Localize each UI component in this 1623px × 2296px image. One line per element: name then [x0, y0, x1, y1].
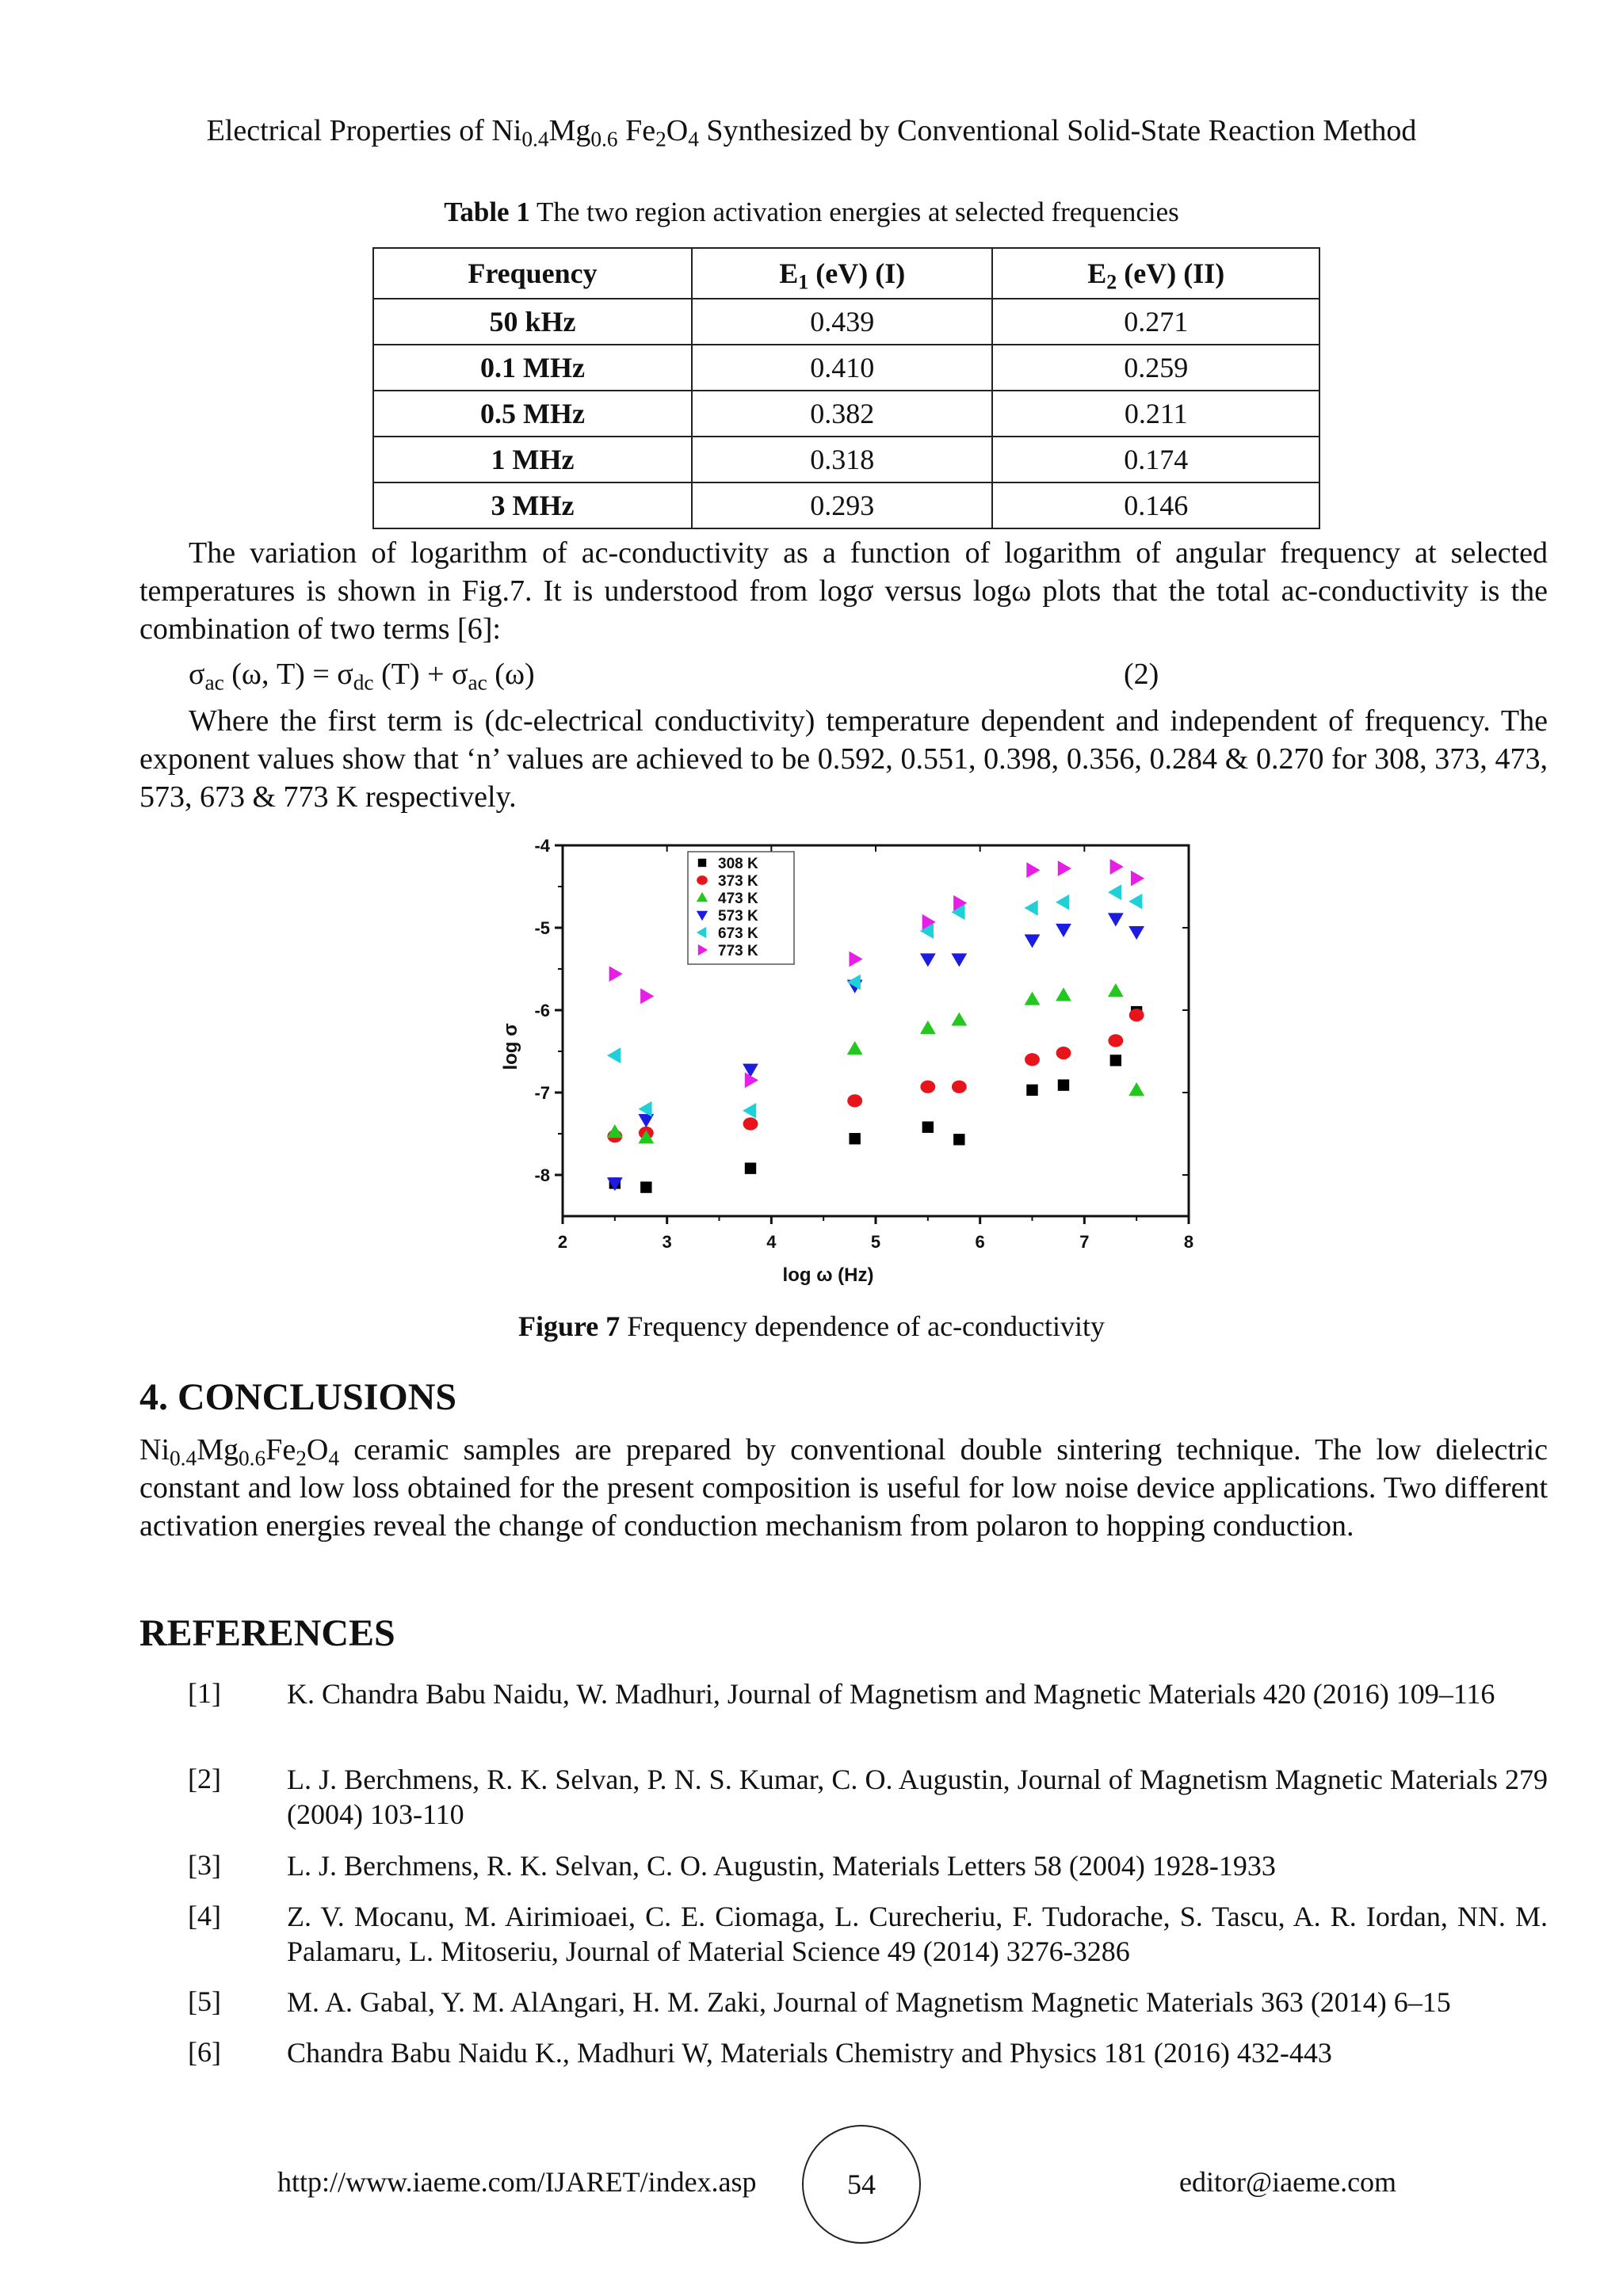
- legend-label: 573 K: [718, 908, 758, 925]
- cell-frequency: 0.1 MHz: [373, 345, 692, 391]
- reference-number: [3]: [188, 1849, 221, 1881]
- legend-label: 773 K: [718, 943, 758, 959]
- legend-label: 373 K: [718, 873, 758, 890]
- data-point-573k: [1025, 934, 1041, 948]
- data-point-308k: [849, 1133, 860, 1144]
- footer-email-link[interactable]: editor@iaeme.com: [1179, 2166, 1397, 2198]
- x-tick-label: 2: [557, 1232, 568, 1252]
- table-row: [373, 345, 1319, 391]
- equation-number: (2): [1124, 658, 1159, 691]
- cell-e1: 0.293: [692, 482, 992, 528]
- data-point-473k: [951, 1013, 967, 1026]
- cell-e1: 0.382: [692, 391, 992, 437]
- data-point-773k: [1131, 871, 1144, 887]
- legend-label: 308 K: [718, 856, 758, 872]
- cell-e2: 0.146: [992, 482, 1319, 528]
- footer-url-link[interactable]: http://www.iaeme.com/IJARET/index.asp: [277, 2166, 757, 2198]
- table-header-row: [373, 248, 1319, 299]
- cell-frequency: 50 kHz: [373, 299, 692, 345]
- legend-label: 473 K: [718, 891, 758, 907]
- col-frequency: Frequency: [373, 248, 692, 299]
- y-tick-label: -8: [534, 1165, 550, 1185]
- col-e2: $E_2$ (eV) (II): [992, 248, 1319, 299]
- reference-number: [6]: [188, 2036, 221, 2068]
- data-point-773k: [640, 988, 654, 1004]
- legend-marker: [698, 859, 706, 867]
- y-axis-label: log σ: [500, 1023, 521, 1070]
- reference-entry: K. Chandra Babu Naidu, W. Madhuri, Journal of Magnetism and Magnetic Materials 420 (2016) 109–116: [287, 1678, 1495, 1710]
- y-tick-label: -4: [534, 836, 550, 856]
- x-tick-label: 7: [1079, 1232, 1090, 1252]
- table-caption: Table 1 The two region activation energies at selected frequencies: [444, 196, 1179, 227]
- legend-marker: [697, 875, 708, 885]
- y-tick-label: -6: [534, 1001, 550, 1020]
- data-point-373k: [952, 1081, 967, 1093]
- references-heading: REFERENCES: [139, 1612, 395, 1654]
- data-point-773k: [849, 952, 862, 967]
- data-point-473k: [920, 1020, 936, 1034]
- table-row: [373, 391, 1319, 437]
- data-point-308k: [640, 1181, 651, 1192]
- cell-frequency: 3 MHz: [373, 482, 692, 528]
- table-row: [373, 482, 1319, 528]
- data-point-373k: [847, 1094, 862, 1107]
- data-point-373k: [1108, 1034, 1123, 1047]
- cell-e1: 0.439: [692, 299, 992, 345]
- cell-e2: 0.211: [992, 391, 1319, 437]
- data-point-773k: [1110, 859, 1124, 875]
- y-tick-label: -7: [534, 1083, 550, 1103]
- reference-number: [1]: [188, 1677, 221, 1709]
- data-point-673k: [1025, 900, 1038, 916]
- data-point-308k: [922, 1121, 934, 1132]
- reference-number: [2]: [188, 1763, 221, 1794]
- cell-e2: 0.271: [992, 299, 1319, 345]
- figure-7-chart: [475, 836, 1205, 1295]
- cell-frequency: 0.5 MHz: [373, 391, 692, 437]
- col-e1: $E_1$ (eV) (I): [692, 248, 992, 299]
- paragraph-ac-conductivity: The variation of logarithm of ac-conductivity as a function of logarithm of angular frequency at selected temperatures is shown in Fig.7. It is understood from logσ versus logω plots that the total ac-conductivity is the combination of two terms [6]:: [139, 536, 1548, 646]
- data-point-373k: [920, 1081, 935, 1093]
- x-tick-label: 8: [1183, 1232, 1194, 1252]
- reference-entry: Z. V. Mocanu, M. Airimioaei, C. E. Ciomaga, L. Curecheriu, F. Tudorache, S. Tascu, A. R. Iordan, NN. M. Palamaru, L. Mitoseriu, Journal of Material Science 49 (2014) 3276-3286: [287, 1901, 1548, 1967]
- data-point-308k: [1026, 1085, 1037, 1096]
- page-number-text: 54: [847, 2168, 876, 2200]
- data-point-673k: [1056, 894, 1069, 910]
- conclusions-text: $Ni_{0.4}Mg_{0.6}Fe_2O_4$ ceramic samples are prepared by conventional double sintering technique. The low dielectric constant and low loss obtained for the present composition is useful for low noise device applications. Two different activation energies reveal the change of conduction mechanism from polaron to hopping conduction.: [139, 1433, 1548, 1543]
- x-tick-label: 5: [870, 1232, 881, 1252]
- x-tick-label: 6: [975, 1232, 985, 1252]
- data-point-473k: [1108, 983, 1124, 997]
- reference-number: [4]: [188, 1900, 221, 1932]
- cell-frequency: 1 MHz: [373, 437, 692, 482]
- data-point-773k: [1026, 862, 1040, 878]
- plot-frame: [563, 845, 1189, 1216]
- data-point-773k: [1058, 860, 1071, 876]
- data-point-308k: [953, 1134, 964, 1145]
- data-point-308k: [1058, 1079, 1069, 1090]
- x-axis-label: log ω (Hz): [782, 1264, 874, 1286]
- reference-entry: M. A. Gabal, Y. M. AlAngari, H. M. Zaki, Journal of Magnetism Magnetic Materials 363 (2014) 6–15: [287, 1986, 1451, 2018]
- data-point-308k: [1110, 1055, 1121, 1066]
- data-point-673k: [1128, 894, 1142, 910]
- reference-number: [5]: [188, 1985, 221, 2017]
- data-point-373k: [743, 1117, 758, 1130]
- data-point-573k: [951, 953, 967, 967]
- conclusions-heading: 4. CONCLUSIONS: [139, 1376, 457, 1418]
- data-point-473k: [1128, 1082, 1144, 1096]
- table-row: [373, 437, 1319, 482]
- data-point-373k: [1129, 1009, 1144, 1021]
- running-head: Electrical Properties of $Ni_{0.4}Mg_{0.6}$ $Fe_2O_4$ Synthesized by Conventional Solid-State Reaction Method: [206, 114, 1417, 151]
- figure-caption: Figure 7 Frequency dependence of ac-conductivity: [517, 1310, 1106, 1342]
- data-point-473k: [1025, 992, 1041, 1005]
- reference-entry: L. J. Berchmens, R. K. Selvan, P. N. S. Kumar, C. O. Augustin, Journal of Magnetism Magnetic Materials 279 (2004) 103-110: [287, 1764, 1548, 1830]
- table-row: [373, 299, 1319, 345]
- data-point-473k: [847, 1041, 863, 1055]
- data-point-308k: [745, 1162, 756, 1173]
- data-point-473k: [607, 1124, 623, 1138]
- reference-entry: Chandra Babu Naidu K., Madhuri W, Materials Chemistry and Physics 181 (2016) 432-443: [287, 2037, 1332, 2069]
- activation-energy-table: [372, 247, 1320, 529]
- data-point-373k: [1056, 1047, 1071, 1059]
- data-point-573k: [1108, 913, 1124, 926]
- x-tick-label: 4: [766, 1232, 777, 1252]
- data-point-773k: [609, 966, 623, 982]
- reference-entry: L. J. Berchmens, R. K. Selvan, C. O. Augustin, Materials Letters 58 (2004) 1928-1933: [287, 1850, 1276, 1882]
- data-point-573k: [1056, 924, 1071, 937]
- legend-label: 673 K: [718, 925, 758, 942]
- data-point-673k: [743, 1103, 756, 1119]
- data-point-673k: [607, 1047, 621, 1063]
- data-point-573k: [1128, 926, 1144, 940]
- data-point-573k: [920, 953, 936, 967]
- x-tick-label: 3: [662, 1232, 672, 1252]
- equation-2: $\sigma_{ac}$ (ω, $T) = \sigma_{dc}$ $(T) + \sigma_{ac}$ (ω): [189, 658, 535, 695]
- cell-e1: 0.410: [692, 345, 992, 391]
- data-point-673k: [1108, 884, 1121, 900]
- paragraph-exponent-values: Where the first term is (dc-electrical conductivity) temperature dependent and independent of frequency. The exponent values show that ‘n’ values are achieved to be 0.592, 0.551, 0.398, 0.356, 0.284 & 0.270 for 308, 373, 473, 573, 673 & 773 K respectively.: [139, 704, 1548, 814]
- cell-e2: 0.174: [992, 437, 1319, 482]
- data-point-473k: [1056, 987, 1071, 1001]
- data-point-373k: [1025, 1053, 1040, 1066]
- cell-e2: 0.259: [992, 345, 1319, 391]
- cell-e1: 0.318: [692, 437, 992, 482]
- page-number: [802, 2125, 921, 2244]
- y-tick-label: -5: [534, 918, 550, 938]
